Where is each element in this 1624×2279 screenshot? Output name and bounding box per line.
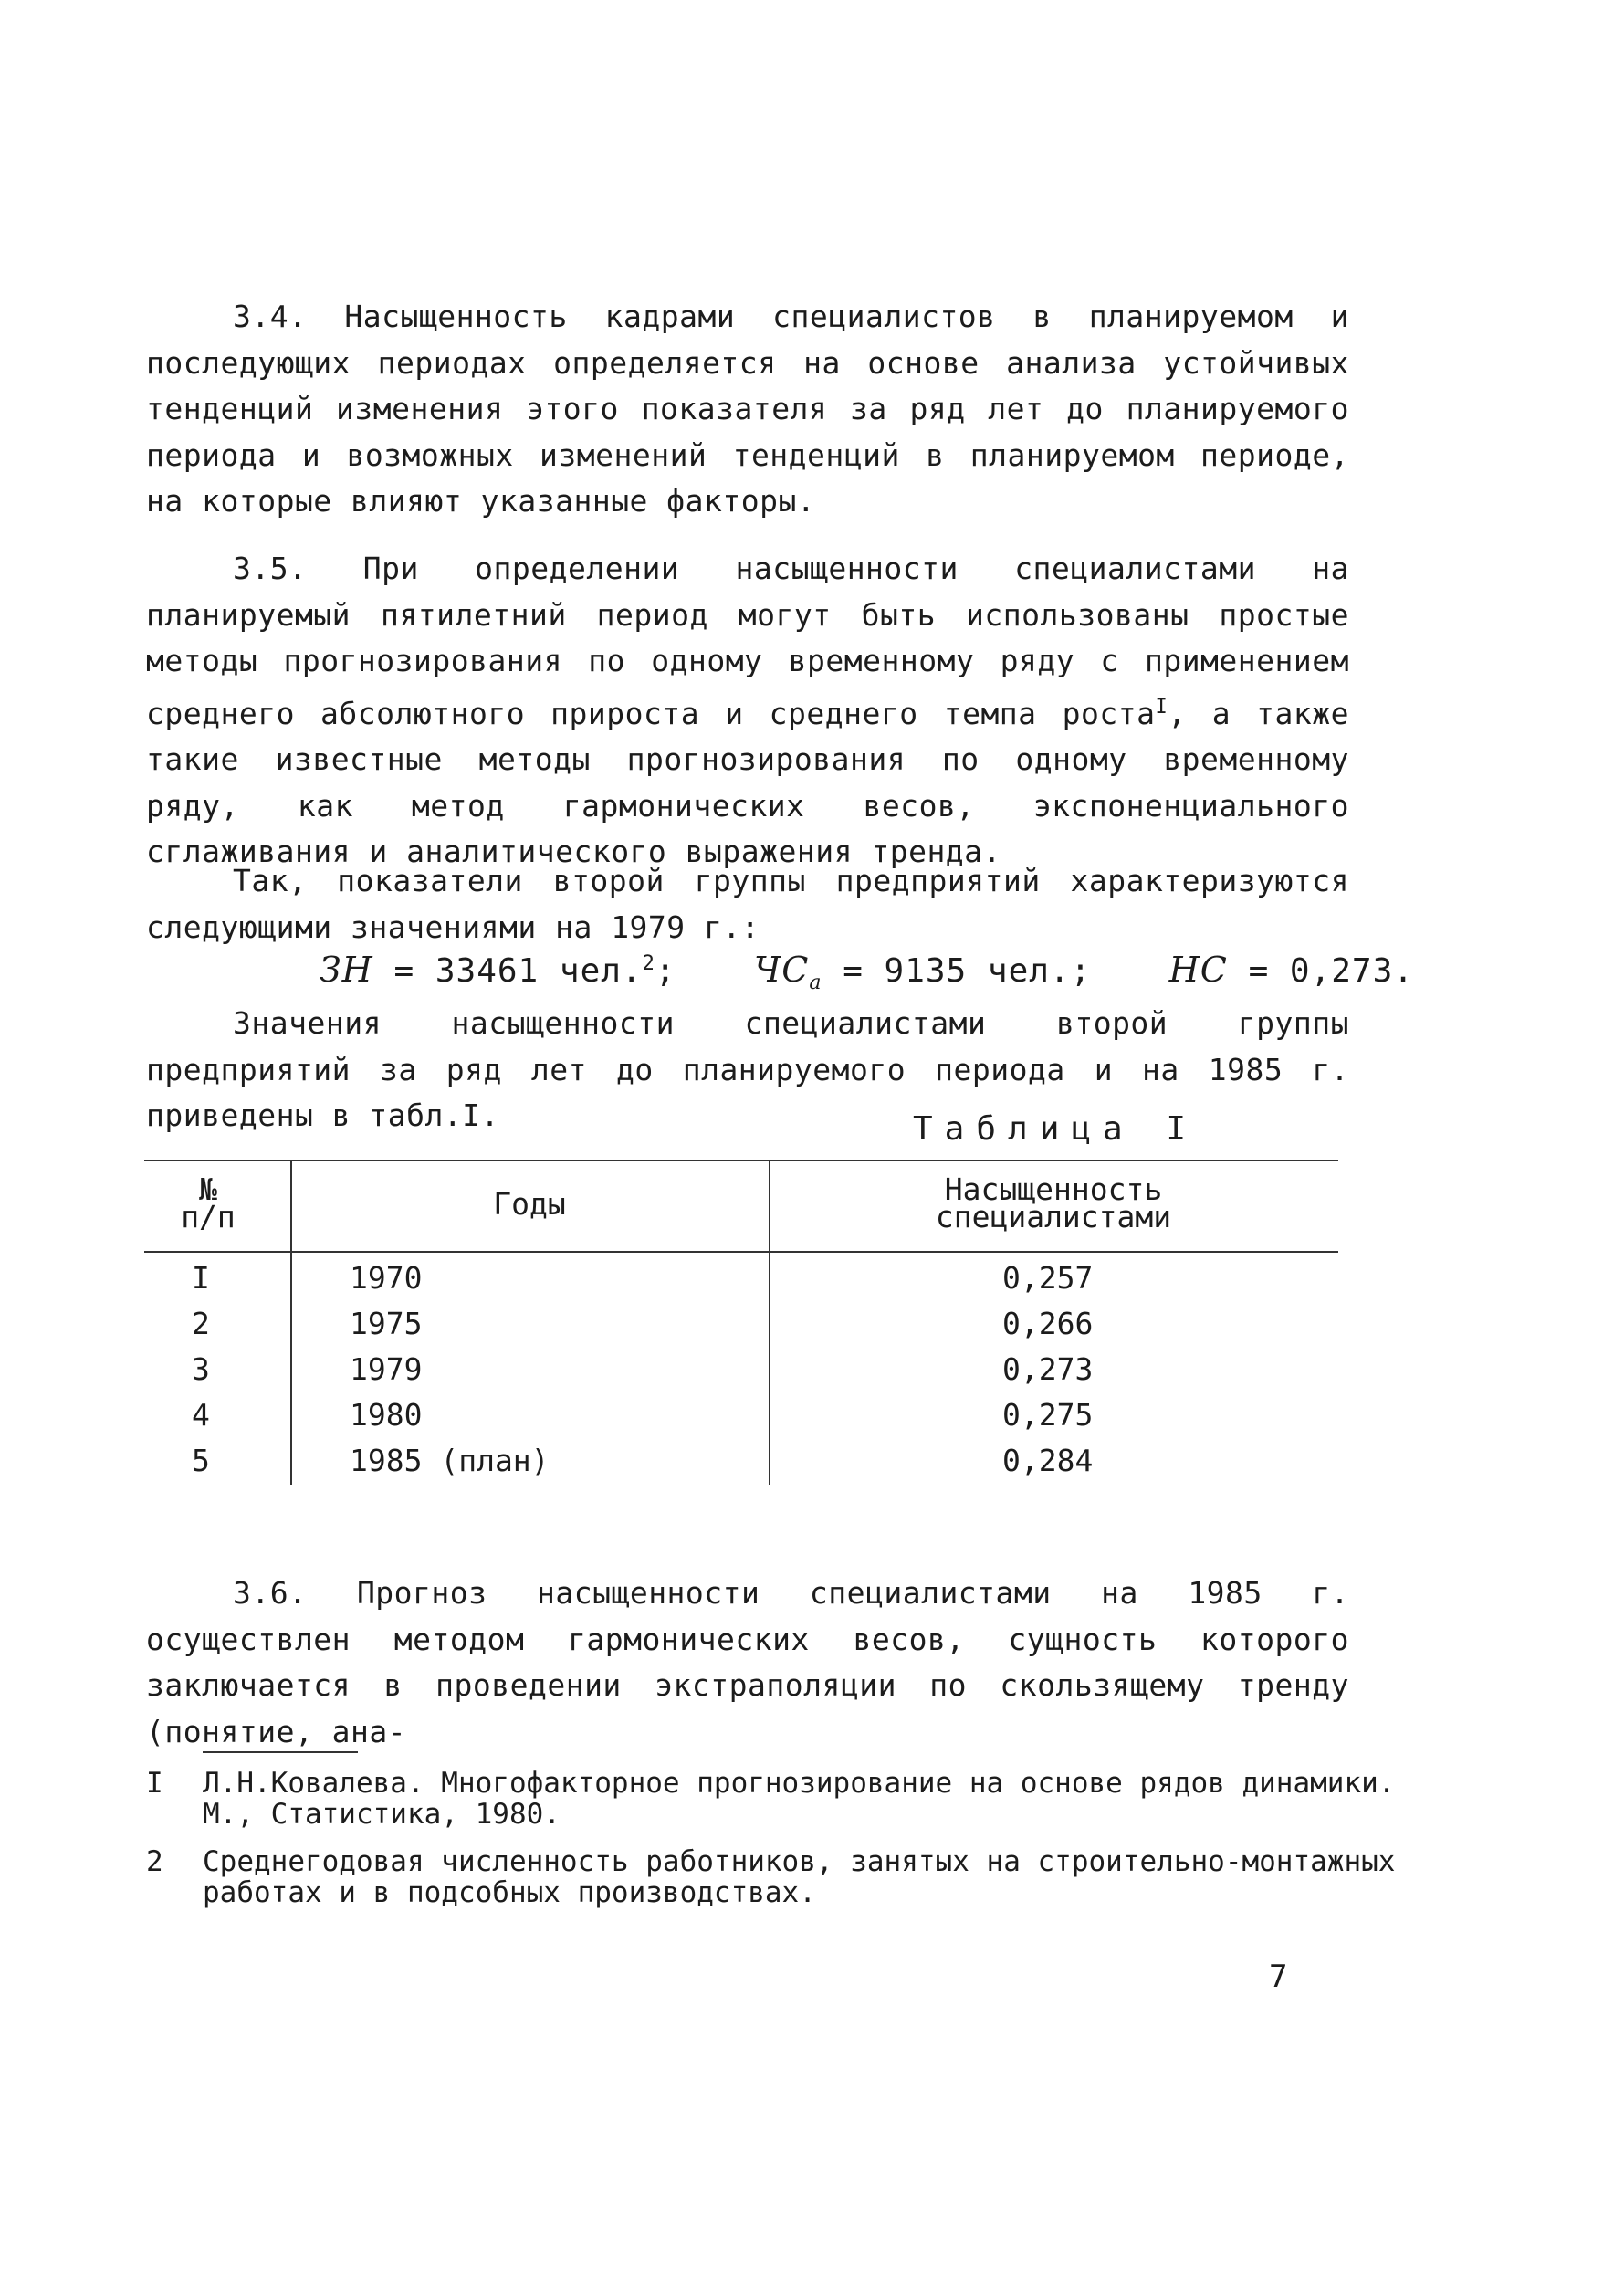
table-top-rule xyxy=(144,1160,1338,1161)
row-value: 0,273 xyxy=(1002,1351,1094,1387)
row-num: I xyxy=(192,1260,210,1296)
header-num: № п/п xyxy=(181,1171,236,1234)
row-value: 0,275 xyxy=(1002,1397,1094,1433)
paragraph-values-text: Значения насыщенности специалистами второй группы предприятий за ряд лет до планируемого периода и на 1985 г. приведены в табл.I. xyxy=(146,1005,1349,1133)
row-year: 1975 xyxy=(350,1306,423,1341)
formula-chs-subscript: a xyxy=(809,971,822,994)
formula-zn-value: = 33461 чел. xyxy=(393,952,643,990)
row-num: 2 xyxy=(192,1306,210,1341)
row-num: 3 xyxy=(192,1351,210,1387)
row-year: 1980 xyxy=(350,1397,423,1433)
row-num: 5 xyxy=(192,1443,210,1478)
paragraph-3-4 xyxy=(146,294,1349,525)
formula-ns-symbol: НС xyxy=(1168,950,1228,990)
row-num: 4 xyxy=(192,1397,210,1433)
row-value: 0,257 xyxy=(1002,1260,1094,1296)
footnote-ref-2[interactable]: 2 xyxy=(642,952,655,975)
footnote-mark: 2 xyxy=(146,1845,163,1878)
row-value: 0,284 xyxy=(1002,1443,1094,1478)
row-year: 1979 xyxy=(350,1351,423,1387)
row-year: 1985 (план) xyxy=(350,1443,550,1478)
formula-chs-symbol: ЧС xyxy=(753,950,810,990)
footnote-mark: I xyxy=(146,1767,163,1800)
paragraph-3-5-text-a: 3.5. При определении насыщенности специалистами на планируемый пятилетний период могут быть использованы простые методы прогнозирования по одному временному ряду с применением среднего абсолютного прироста и среднего темпа роста xyxy=(146,551,1349,731)
row-value: 0,266 xyxy=(1002,1306,1094,1341)
row-year: 1970 xyxy=(350,1260,423,1296)
table-header-rule xyxy=(144,1251,1338,1253)
header-years: Годы xyxy=(493,1186,566,1222)
paragraph-3-4-text: 3.4. Насыщенность кадрами специалистов в планируемом и последующих периодах определяется на основе анализа устойчивых тенденций изменения этого показателя за ряд лет до планируемого периода и возможных изменений тенденций в планируемом периоде, на которые влияют указанные факторы. xyxy=(146,299,1349,519)
formula-line xyxy=(320,950,1414,994)
paragraph-tak-text: Так, показатели второй группы предприятий характеризуются следующими значениями на 1979 г.: xyxy=(146,863,1349,945)
formula-zn-symbol: ЗН xyxy=(320,950,373,990)
formula-separator: ; xyxy=(655,952,676,990)
paragraph-3-5 xyxy=(146,546,1349,876)
formula-chs-value: = 9135 чел.; xyxy=(843,952,1092,990)
data-table xyxy=(144,1160,1338,1488)
footnote-divider xyxy=(203,1751,358,1753)
header-value: Насыщенность специалистами xyxy=(935,1171,1172,1234)
footnote-text: Среднегодовая численность работников, занятых на строительно-монтажных работах и в подсобных производствах. xyxy=(203,1845,1396,1909)
paragraph-3-6 xyxy=(146,1570,1349,1755)
page-number: 7 xyxy=(1269,1959,1288,1995)
footnote-text: Л.Н.Ковалева. Многофакторное прогнозирование на основе рядов динамики. М., Статистика, 1980. xyxy=(203,1767,1396,1831)
paragraph-3-6-text: 3.6. Прогноз насыщенности специалистами на 1985 г. осуществлен методом гармонических весов, сущность которого заключается в проведении экстраполяции по скользящему тренду (понятие, ана- xyxy=(146,1575,1349,1749)
paragraph-tak xyxy=(146,858,1349,950)
table-caption: Таблица I xyxy=(913,1110,1199,1148)
paragraph-3-5-text-b: , а также такие известные методы прогнозирования по одному временному ряду, как метод гармонических весов, экспоненциального сглаживания и аналитического выражения тренда. xyxy=(146,695,1349,869)
footnote-ref-1[interactable]: I xyxy=(1155,695,1168,719)
formula-ns-value: = 0,273. xyxy=(1248,952,1414,990)
